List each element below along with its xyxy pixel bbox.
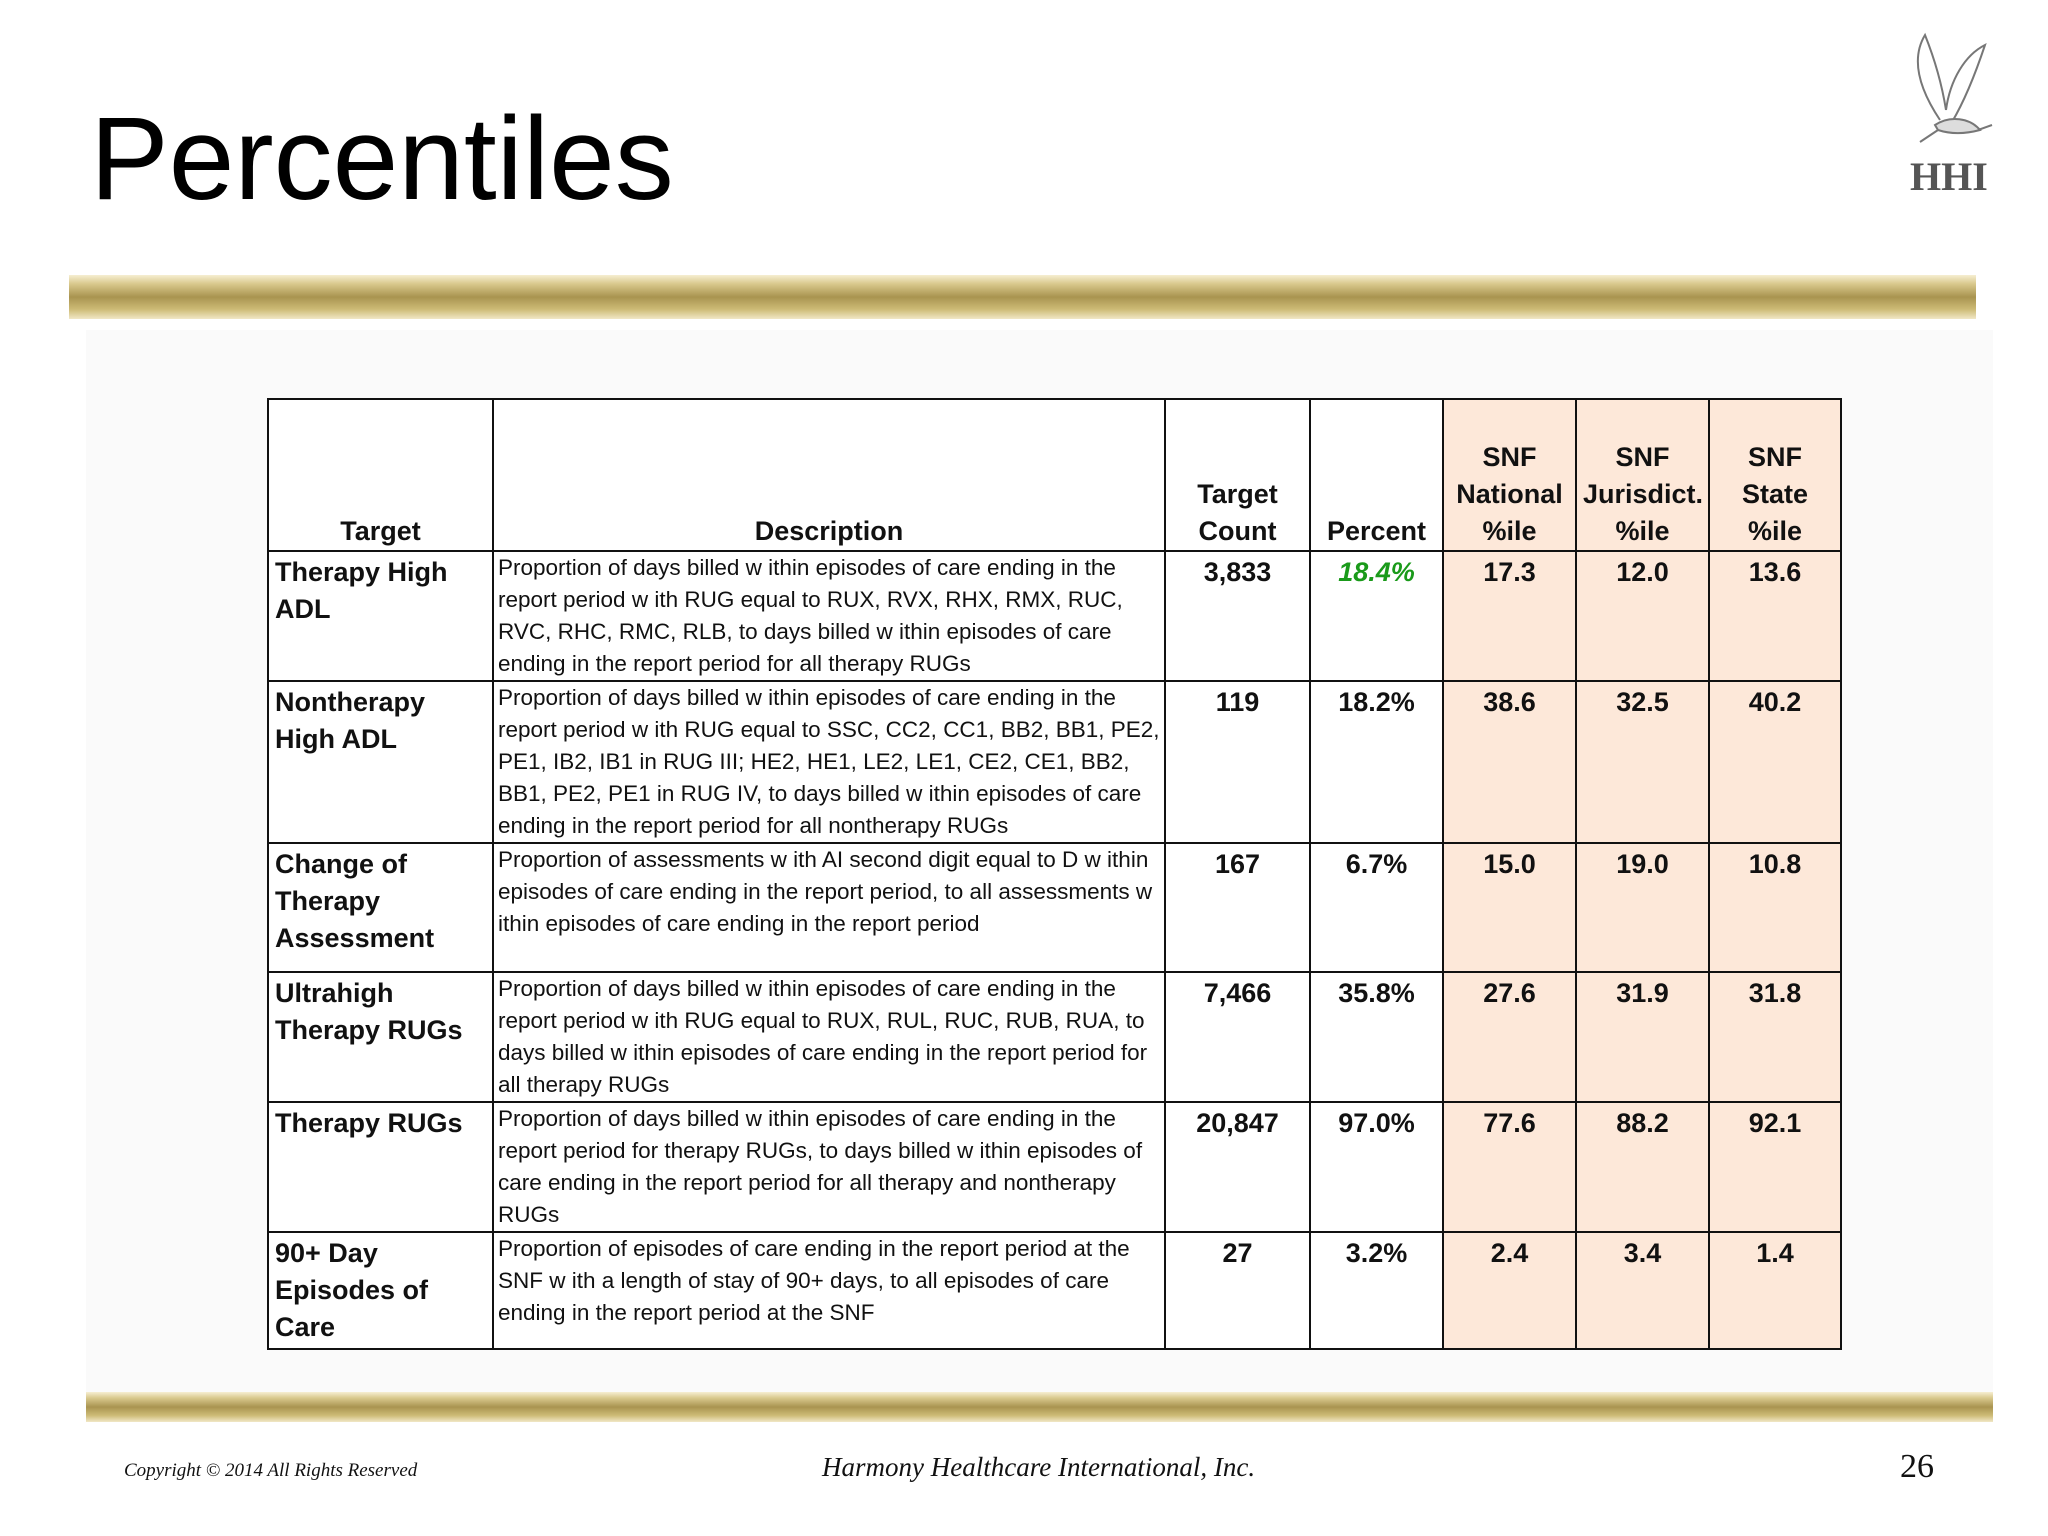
cell-percent: 35.8% <box>1310 972 1443 1102</box>
header-target: Target <box>268 399 493 551</box>
cell-description: Proportion of days billed w ithin episodes of care ending in the report period for therapy RUGs, to days billed w ithin episodes of care ending in the report period for all therapy and nontherapy RUGs <box>493 1102 1165 1232</box>
table-row <box>268 1102 1841 1232</box>
table-header-row <box>268 399 1841 551</box>
cell-percent: 97.0% <box>1310 1102 1443 1232</box>
header-snf-jurisdiction: SNF Jurisdict. %ile <box>1576 399 1709 551</box>
bottom-divider-bar <box>86 1392 1993 1422</box>
footer-company: Harmony Healthcare International, Inc. <box>822 1452 1256 1482</box>
cell-percent: 18.2% <box>1310 681 1443 843</box>
cell-state: 10.8 <box>1709 843 1841 972</box>
cell-state: 31.8 <box>1709 972 1841 1102</box>
cell-percent-highlight: 18.4% <box>1310 551 1443 681</box>
cell-jurisdiction: 88.2 <box>1576 1102 1709 1232</box>
cell-jurisdiction: 3.4 <box>1576 1232 1709 1349</box>
cell-description: Proportion of assessments w ith AI second digit equal to D w ithin episodes of care ending in the report period, to all assessments w ithin episodes of care ending in the report period <box>493 843 1165 972</box>
header-description: Description <box>493 399 1165 551</box>
table-row <box>268 1232 1841 1349</box>
header-snf-state: SNF State %ile <box>1709 399 1841 551</box>
cell-state: 92.1 <box>1709 1102 1841 1232</box>
cell-national: 77.6 <box>1443 1102 1576 1232</box>
dove-logo-icon <box>1880 30 2010 200</box>
header-target-count: Target Count <box>1165 399 1310 551</box>
cell-count: 7,466 <box>1165 972 1310 1102</box>
cell-count: 20,847 <box>1165 1102 1310 1232</box>
cell-percent: 6.7% <box>1310 843 1443 972</box>
logo-text: HHI <box>1910 154 1988 199</box>
header-percent: Percent <box>1310 399 1443 551</box>
cell-national: 2.4 <box>1443 1232 1576 1349</box>
cell-jurisdiction: 31.9 <box>1576 972 1709 1102</box>
cell-percent: 3.2% <box>1310 1232 1443 1349</box>
cell-target: Change of Therapy Assessment <box>268 843 493 972</box>
cell-target: 90+ Day Episodes of Care <box>268 1232 493 1349</box>
cell-state: 13.6 <box>1709 551 1841 681</box>
cell-state: 40.2 <box>1709 681 1841 843</box>
cell-jurisdiction: 12.0 <box>1576 551 1709 681</box>
cell-description: Proportion of days billed w ithin episodes of care ending in the report period w ith RUG equal to RUX, RUL, RUC, RUB, RUA, to days billed w ithin episodes of care ending in the report period for all therapy RUGs <box>493 972 1165 1102</box>
cell-description: Proportion of days billed w ithin episodes of care ending in the report period w ith RUG equal to RUX, RVX, RHX, RMX, RUC, RVC, RHC, RMC, RLB, to days billed w ithin episodes of care ending in the report period for all therapy RUGs <box>493 551 1165 681</box>
cell-state: 1.4 <box>1709 1232 1841 1349</box>
cell-count: 167 <box>1165 843 1310 972</box>
page-number: 26 <box>1900 1448 1934 1485</box>
header-snf-national: SNF National %ile <box>1443 399 1576 551</box>
table-row <box>268 551 1841 681</box>
cell-national: 15.0 <box>1443 843 1576 972</box>
cell-target: Nontherapy High ADL <box>268 681 493 843</box>
top-divider-bar <box>69 275 1976 319</box>
cell-target: Therapy High ADL <box>268 551 493 681</box>
table-row <box>268 681 1841 843</box>
cell-target: Therapy RUGs <box>268 1102 493 1232</box>
slide-title: Percentiles <box>90 93 674 225</box>
cell-target: Ultrahigh Therapy RUGs <box>268 972 493 1102</box>
cell-description: Proportion of days billed w ithin episodes of care ending in the report period w ith RUG equal to SSC, CC2, CC1, BB2, BB1, PE2, PE1, IB2, IB1 in RUG III; HE2, HE1, LE2, LE1, CE2, CE1, BB2, BB1, PE2, PE1 in RUG IV, to days billed w ithin episodes of care ending in the report period for all nontherapy RUGs <box>493 681 1165 843</box>
cell-jurisdiction: 19.0 <box>1576 843 1709 972</box>
cell-national: 38.6 <box>1443 681 1576 843</box>
percentiles-table <box>267 398 1842 1350</box>
cell-national: 17.3 <box>1443 551 1576 681</box>
cell-count: 27 <box>1165 1232 1310 1349</box>
table-row <box>268 972 1841 1102</box>
cell-count: 119 <box>1165 681 1310 843</box>
footer-copyright: Copyright © 2014 All Rights Reserved <box>124 1460 418 1481</box>
cell-count: 3,833 <box>1165 551 1310 681</box>
table-row <box>268 843 1841 972</box>
cell-national: 27.6 <box>1443 972 1576 1102</box>
cell-description: Proportion of episodes of care ending in the report period at the SNF w ith a length of stay of 90+ days, to all episodes of care ending in the report period at the SNF <box>493 1232 1165 1349</box>
cell-jurisdiction: 32.5 <box>1576 681 1709 843</box>
